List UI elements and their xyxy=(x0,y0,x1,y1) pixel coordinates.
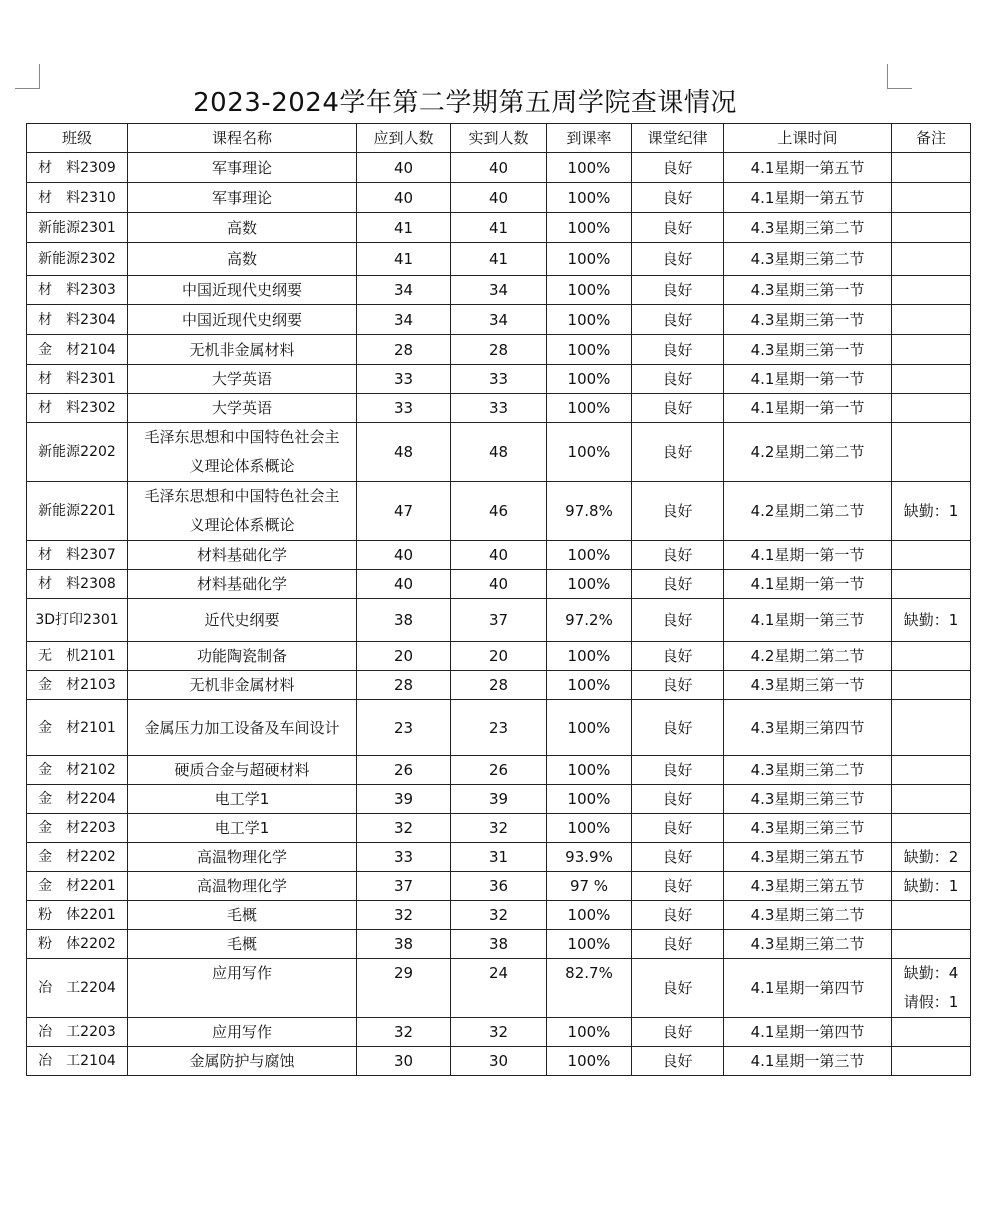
cell-time: 4.3星期三第二节 xyxy=(724,213,892,243)
cell-actual: 36 xyxy=(451,872,547,901)
cell-course: 中国近现代史纲要 xyxy=(128,305,357,335)
cell-actual: 33 xyxy=(451,394,547,423)
table-row xyxy=(27,183,971,213)
cell-rate: 100% xyxy=(547,183,632,213)
cell-class: 金 材2102 xyxy=(27,756,128,785)
cell-discipline: 良好 xyxy=(632,541,724,570)
cell-class: 冶 工2203 xyxy=(27,1018,128,1047)
cell-expected: 33 xyxy=(357,365,451,394)
cell-class: 3D打印2301 xyxy=(27,599,128,642)
cell-rate: 100% xyxy=(547,1047,632,1076)
cell-class: 新能源2302 xyxy=(27,243,128,276)
cell-discipline: 良好 xyxy=(632,183,724,213)
cell-rate: 100% xyxy=(547,365,632,394)
cell-actual: 26 xyxy=(451,756,547,785)
cell-class: 无 机2101 xyxy=(27,642,128,671)
table-row xyxy=(27,756,971,785)
cell-rate: 100% xyxy=(547,423,632,482)
cell-discipline: 良好 xyxy=(632,756,724,785)
cell-actual: 48 xyxy=(451,423,547,482)
cell-class: 材 料2302 xyxy=(27,394,128,423)
cell-actual: 32 xyxy=(451,901,547,930)
cell-remark xyxy=(892,213,971,243)
table-row xyxy=(27,671,971,700)
cell-remark xyxy=(892,1047,971,1076)
cell-course: 应用写作 xyxy=(128,1018,357,1047)
cell-expected: 23 xyxy=(357,700,451,756)
cell-time: 4.2星期二第二节 xyxy=(724,482,892,541)
table-row xyxy=(27,243,971,276)
cell-remark xyxy=(892,541,971,570)
header-class: 班级 xyxy=(27,124,128,153)
cell-remark xyxy=(892,959,971,1018)
table-row xyxy=(27,843,971,872)
cell-remark xyxy=(892,642,971,671)
cell-course: 高数 xyxy=(128,213,357,243)
cell-discipline: 良好 xyxy=(632,599,724,642)
cell-actual: 39 xyxy=(451,785,547,814)
cell-class: 材 料2301 xyxy=(27,365,128,394)
cell-course: 金属压力加工设备及车间设计 xyxy=(128,700,357,756)
cell-remark xyxy=(892,305,971,335)
header-course: 课程名称 xyxy=(128,124,357,153)
cell-class: 金 材2201 xyxy=(27,872,128,901)
cell-class: 金 材2103 xyxy=(27,671,128,700)
cell-course: 无机非金属材料 xyxy=(128,671,357,700)
cell-remark: 缺勤：1 xyxy=(892,482,971,541)
cell-time: 4.2星期二第二节 xyxy=(724,423,892,482)
table-row xyxy=(27,541,971,570)
cell-rate: 100% xyxy=(547,335,632,365)
cell-class: 冶 工2204 xyxy=(27,959,128,1018)
table-row xyxy=(27,599,971,642)
table-row xyxy=(27,335,971,365)
table-row xyxy=(27,365,971,394)
cell-time: 4.3星期三第三节 xyxy=(724,785,892,814)
cell-actual: 32 xyxy=(451,814,547,843)
cell-course: 高温物理化学 xyxy=(128,872,357,901)
cell-actual: 41 xyxy=(451,213,547,243)
cell-time: 4.1星期一第一节 xyxy=(724,541,892,570)
table-row xyxy=(27,901,971,930)
cell-expected: 41 xyxy=(357,213,451,243)
cell-rate: 97.8% xyxy=(547,482,632,541)
cell-course-line: 义理论体系概论 xyxy=(189,516,295,534)
cell-rate: 100% xyxy=(547,570,632,599)
cell-expected: 33 xyxy=(357,843,451,872)
cell-class: 金 材2203 xyxy=(27,814,128,843)
cell-expected: 38 xyxy=(357,930,451,959)
cell-remark: 缺勤：2 xyxy=(892,843,971,872)
cell-time: 4.3星期三第一节 xyxy=(724,305,892,335)
cell-expected: 32 xyxy=(357,901,451,930)
cell-class: 新能源2301 xyxy=(27,213,128,243)
cell-expected: 28 xyxy=(357,335,451,365)
cell-class: 材 料2307 xyxy=(27,541,128,570)
table-row xyxy=(27,482,971,541)
table-row xyxy=(27,872,971,901)
cell-time: 4.1星期一第三节 xyxy=(724,599,892,642)
cell-remark xyxy=(892,335,971,365)
cell-discipline: 良好 xyxy=(632,213,724,243)
cell-rate: 100% xyxy=(547,642,632,671)
cell-course: 近代史纲要 xyxy=(128,599,357,642)
table-row xyxy=(27,153,971,183)
cell-rate: 100% xyxy=(547,901,632,930)
cell-remark xyxy=(892,814,971,843)
cell-discipline: 良好 xyxy=(632,814,724,843)
cell-class: 金 材2204 xyxy=(27,785,128,814)
cell-course: 中国近现代史纲要 xyxy=(128,276,357,305)
cell-actual: 31 xyxy=(451,843,547,872)
table-row xyxy=(27,1047,971,1076)
cell-course: 无机非金属材料 xyxy=(128,335,357,365)
cell-rate: 100% xyxy=(547,305,632,335)
cell-course xyxy=(128,423,357,482)
cell-time: 4.3星期三第一节 xyxy=(724,335,892,365)
cell-class: 新能源2201 xyxy=(27,482,128,541)
cell-discipline: 良好 xyxy=(632,930,724,959)
cell-actual: 40 xyxy=(451,183,547,213)
cell-class: 金 材2202 xyxy=(27,843,128,872)
cell-remark xyxy=(892,671,971,700)
cell-course: 电工学1 xyxy=(128,814,357,843)
cell-time: 4.1星期一第一节 xyxy=(724,570,892,599)
cell-expected: 33 xyxy=(357,394,451,423)
cell-expected: 40 xyxy=(357,153,451,183)
cell-time: 4.3星期三第二节 xyxy=(724,930,892,959)
cell-time: 4.3星期三第一节 xyxy=(724,671,892,700)
cell-course: 材料基础化学 xyxy=(128,541,357,570)
cell-rate: 100% xyxy=(547,1018,632,1047)
cell-discipline: 良好 xyxy=(632,959,724,1018)
cell-rate: 100% xyxy=(547,756,632,785)
cell-course-line: 毛泽东思想和中国特色社会主 xyxy=(144,487,340,505)
cell-time: 4.3星期三第二节 xyxy=(724,756,892,785)
table-row xyxy=(27,1018,971,1047)
cell-discipline: 良好 xyxy=(632,243,724,276)
cell-rate: 100% xyxy=(547,814,632,843)
table-row xyxy=(27,423,971,482)
cell-expected: 34 xyxy=(357,305,451,335)
cell-class: 材 料2309 xyxy=(27,153,128,183)
table-row xyxy=(27,305,971,335)
cell-actual: 37 xyxy=(451,599,547,642)
cell-class: 粉 体2201 xyxy=(27,901,128,930)
cell-course: 毛概 xyxy=(128,930,357,959)
cell-course: 大学英语 xyxy=(128,394,357,423)
cell-discipline: 良好 xyxy=(632,843,724,872)
cell-expected: 40 xyxy=(357,541,451,570)
cell-expected: 37 xyxy=(357,872,451,901)
cell-class: 金 材2101 xyxy=(27,700,128,756)
cell-rate: 100% xyxy=(547,276,632,305)
cell-discipline: 良好 xyxy=(632,482,724,541)
cell-discipline: 良好 xyxy=(632,394,724,423)
cell-actual: 41 xyxy=(451,243,547,276)
table-row xyxy=(27,213,971,243)
cell-course: 高数 xyxy=(128,243,357,276)
cell-discipline: 良好 xyxy=(632,1018,724,1047)
cell-expected: 32 xyxy=(357,1018,451,1047)
table-row xyxy=(27,276,971,305)
cell-remark xyxy=(892,1018,971,1047)
cell-discipline: 良好 xyxy=(632,671,724,700)
cell-time: 4.3星期三第四节 xyxy=(724,700,892,756)
cell-remark xyxy=(892,930,971,959)
cell-course-line: 毛泽东思想和中国特色社会主 xyxy=(144,428,340,446)
header-time: 上课时间 xyxy=(724,124,892,153)
cell-class: 材 料2310 xyxy=(27,183,128,213)
table-row xyxy=(27,959,971,1018)
cell-remark xyxy=(892,183,971,213)
cell-time: 4.1星期一第一节 xyxy=(724,365,892,394)
cell-class: 材 料2303 xyxy=(27,276,128,305)
cell-time: 4.3星期三第五节 xyxy=(724,843,892,872)
cell-discipline: 良好 xyxy=(632,365,724,394)
cell-time: 4.1星期一第五节 xyxy=(724,153,892,183)
cell-actual: 30 xyxy=(451,1047,547,1076)
cell-actual: 38 xyxy=(451,930,547,959)
cell-remark xyxy=(892,700,971,756)
cell-discipline: 良好 xyxy=(632,700,724,756)
cell-remark xyxy=(892,153,971,183)
cell-remark-line: 请假：1 xyxy=(903,993,959,1011)
cell-course: 高温物理化学 xyxy=(128,843,357,872)
cell-expected: 39 xyxy=(357,785,451,814)
header-remark: 备注 xyxy=(892,124,971,153)
cell-expected: 38 xyxy=(357,599,451,642)
cell-rate: 100% xyxy=(547,243,632,276)
cell-actual: 28 xyxy=(451,335,547,365)
cell-rate: 100% xyxy=(547,700,632,756)
cell-actual: 40 xyxy=(451,153,547,183)
cell-class: 材 料2304 xyxy=(27,305,128,335)
cell-remark: 缺勤：1 xyxy=(892,872,971,901)
cell-course: 军事理论 xyxy=(128,183,357,213)
cell-actual: 40 xyxy=(451,570,547,599)
cell-remark xyxy=(892,365,971,394)
cell-course: 功能陶瓷制备 xyxy=(128,642,357,671)
table-row xyxy=(27,785,971,814)
cell-rate: 100% xyxy=(547,541,632,570)
cell-expected: 20 xyxy=(357,642,451,671)
cell-rate: 100% xyxy=(547,785,632,814)
cell-remark xyxy=(892,756,971,785)
cell-rate: 97.2% xyxy=(547,599,632,642)
cell-time: 4.3星期三第一节 xyxy=(724,276,892,305)
header-row xyxy=(27,124,971,153)
cell-rate: 100% xyxy=(547,394,632,423)
cell-time: 4.3星期三第五节 xyxy=(724,872,892,901)
cell-course: 硬质合金与超硬材料 xyxy=(128,756,357,785)
cell-discipline: 良好 xyxy=(632,642,724,671)
cell-course: 大学英语 xyxy=(128,365,357,394)
cell-discipline: 良好 xyxy=(632,785,724,814)
cell-actual: 46 xyxy=(451,482,547,541)
cell-class: 新能源2202 xyxy=(27,423,128,482)
cell-actual: 40 xyxy=(451,541,547,570)
table-row xyxy=(27,700,971,756)
cell-actual: 24 xyxy=(451,959,547,1018)
cell-class: 冶 工2104 xyxy=(27,1047,128,1076)
cell-actual: 33 xyxy=(451,365,547,394)
cell-actual: 20 xyxy=(451,642,547,671)
table-row xyxy=(27,570,971,599)
cell-expected: 47 xyxy=(357,482,451,541)
table-row xyxy=(27,930,971,959)
cell-discipline: 良好 xyxy=(632,276,724,305)
cell-discipline: 良好 xyxy=(632,305,724,335)
cell-course-line: 义理论体系概论 xyxy=(189,457,295,475)
cell-remark xyxy=(892,276,971,305)
cell-discipline: 良好 xyxy=(632,901,724,930)
cell-course: 材料基础化学 xyxy=(128,570,357,599)
cell-actual: 32 xyxy=(451,1018,547,1047)
cell-discipline: 良好 xyxy=(632,153,724,183)
header-expected: 应到人数 xyxy=(357,124,451,153)
cell-actual: 34 xyxy=(451,305,547,335)
cell-discipline: 良好 xyxy=(632,423,724,482)
cell-actual: 23 xyxy=(451,700,547,756)
cell-expected: 40 xyxy=(357,570,451,599)
cell-course: 电工学1 xyxy=(128,785,357,814)
cell-time: 4.1星期一第四节 xyxy=(724,959,892,1018)
cell-rate: 93.9% xyxy=(547,843,632,872)
cell-time: 4.2星期二第二节 xyxy=(724,642,892,671)
cell-remark xyxy=(892,423,971,482)
cell-expected: 30 xyxy=(357,1047,451,1076)
cell-class: 金 材2104 xyxy=(27,335,128,365)
cell-rate: 100% xyxy=(547,671,632,700)
cell-time: 4.3星期三第二节 xyxy=(724,243,892,276)
cell-course: 金属防护与腐蚀 xyxy=(128,1047,357,1076)
cell-remark xyxy=(892,570,971,599)
cell-expected: 28 xyxy=(357,671,451,700)
cell-remark: 缺勤：1 xyxy=(892,599,971,642)
table-row xyxy=(27,642,971,671)
cell-discipline: 良好 xyxy=(632,570,724,599)
header-actual: 实到人数 xyxy=(451,124,547,153)
cell-rate: 100% xyxy=(547,153,632,183)
cell-expected: 29 xyxy=(357,959,451,1018)
cell-expected: 41 xyxy=(357,243,451,276)
cell-time: 4.3星期三第三节 xyxy=(724,814,892,843)
cell-discipline: 良好 xyxy=(632,872,724,901)
cell-rate: 97 % xyxy=(547,872,632,901)
cell-course xyxy=(128,482,357,541)
cell-remark xyxy=(892,243,971,276)
cell-rate: 100% xyxy=(547,930,632,959)
cell-expected: 34 xyxy=(357,276,451,305)
cell-expected: 26 xyxy=(357,756,451,785)
table-row xyxy=(27,394,971,423)
cell-expected: 40 xyxy=(357,183,451,213)
attendance-table xyxy=(26,123,971,1076)
cell-time: 4.1星期一第五节 xyxy=(724,183,892,213)
cell-class: 粉 体2202 xyxy=(27,930,128,959)
cell-time: 4.3星期三第二节 xyxy=(724,901,892,930)
cell-remark xyxy=(892,394,971,423)
table-row xyxy=(27,814,971,843)
cell-actual: 28 xyxy=(451,671,547,700)
cell-discipline: 良好 xyxy=(632,1047,724,1076)
cell-time: 4.1星期一第三节 xyxy=(724,1047,892,1076)
cell-actual: 34 xyxy=(451,276,547,305)
cell-rate: 100% xyxy=(547,213,632,243)
cell-rate: 82.7% xyxy=(547,959,632,1018)
cell-course: 军事理论 xyxy=(128,153,357,183)
cell-class: 材 料2308 xyxy=(27,570,128,599)
cell-course: 应用写作 xyxy=(128,959,357,1018)
cell-remark xyxy=(892,901,971,930)
cell-discipline: 良好 xyxy=(632,335,724,365)
cell-expected: 32 xyxy=(357,814,451,843)
cell-expected: 48 xyxy=(357,423,451,482)
header-discipline: 课堂纪律 xyxy=(632,124,724,153)
cell-time: 4.1星期一第四节 xyxy=(724,1018,892,1047)
cell-remark xyxy=(892,785,971,814)
cell-time: 4.1星期一第一节 xyxy=(724,394,892,423)
document-title: 2023-2024学年第二学期第五周学院查课情况 xyxy=(193,88,737,118)
header-rate: 到课率 xyxy=(547,124,632,153)
cell-remark-line: 缺勤：4 xyxy=(903,964,959,982)
cell-course: 毛概 xyxy=(128,901,357,930)
